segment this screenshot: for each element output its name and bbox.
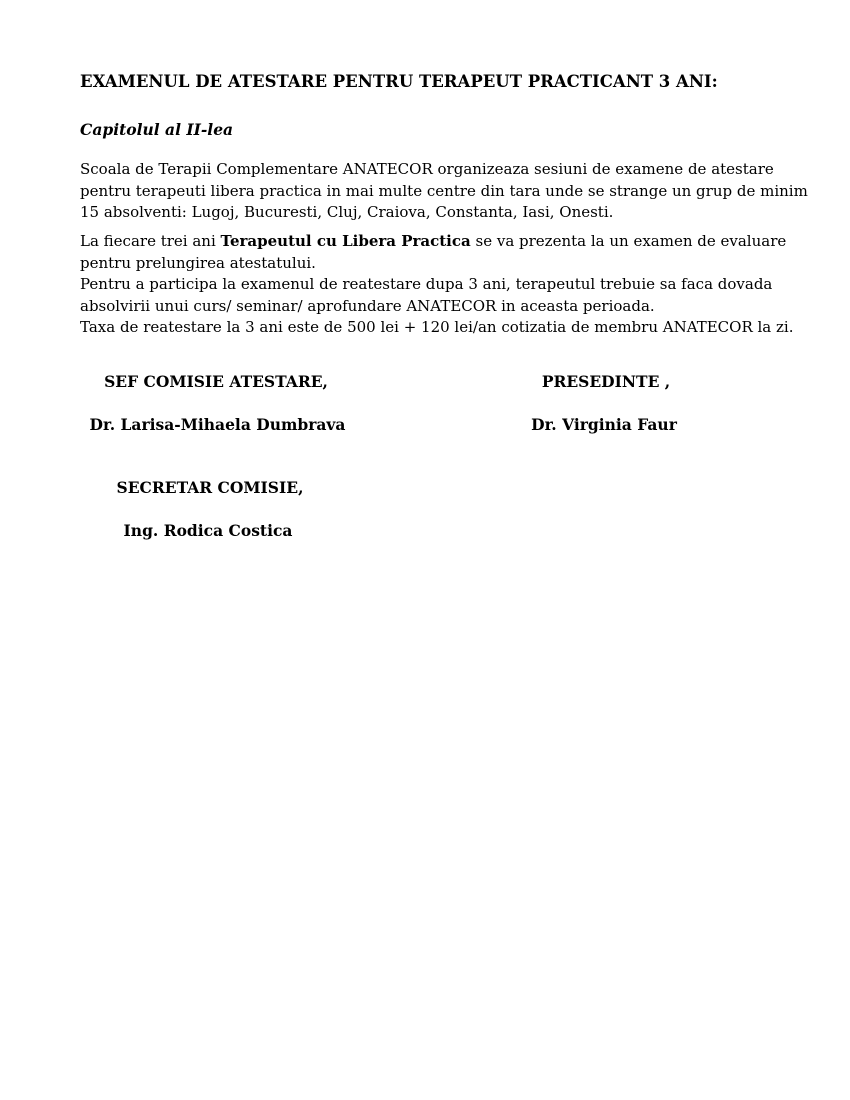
paragraph-fee: Taxa de reatestare la 3 ani este de 500 lei + 120 lei/an cotizatia de membru ANATECOR la zi. [80,318,794,336]
paragraph-requirements: Pentru a participa la examenul de reatestare dupa 3 ani, terapeutul trebuie sa faca dovada absolvirii unui curs/ seminar/ aprofundare ANATECOR in aceasta perioada. [80,275,773,315]
chief-commission-role: SEF COMISIE ATESTARE, [104,372,328,391]
document-title: EXAMENUL DE ATESTARE PENTRU TERAPEUT PRACTICANT 3 ANI: [80,72,718,91]
president-role: PRESEDINTE , [541,372,671,391]
paragraph-sessions: Scoala de Terapii Complementare ANATECOR organizeaza sesiuni de examene de atestare pentru terapeuti libera practica in mai multe centre din tara unde se strange un grup de minim 15 absolventi: Lugoj, Bucuresti, Cluj, Craiova, Constanta, Iasi, Onesti. [80,160,808,221]
secretary-role: SECRETAR COMISIE, [116,478,304,497]
secretary-name: Ing. Rodica Costica [123,521,293,540]
chapter-heading: Capitolul al II-lea [80,120,234,139]
paragraph-evaluation-bold-term: Terapeutul cu Libera Practica [220,232,471,250]
paragraph-evaluation-text-after: se va prezenta la un examen de evaluare pentru prelungirea atestatului. [80,232,787,272]
president-name: Dr. Virginia Faur [531,415,677,434]
chief-commission-name: Dr. Larisa-Mihaela Dumbrava [89,415,346,434]
paragraph-evaluation [80,231,815,274]
paragraph-evaluation-text-before: La fiecare trei ani [80,232,221,250]
